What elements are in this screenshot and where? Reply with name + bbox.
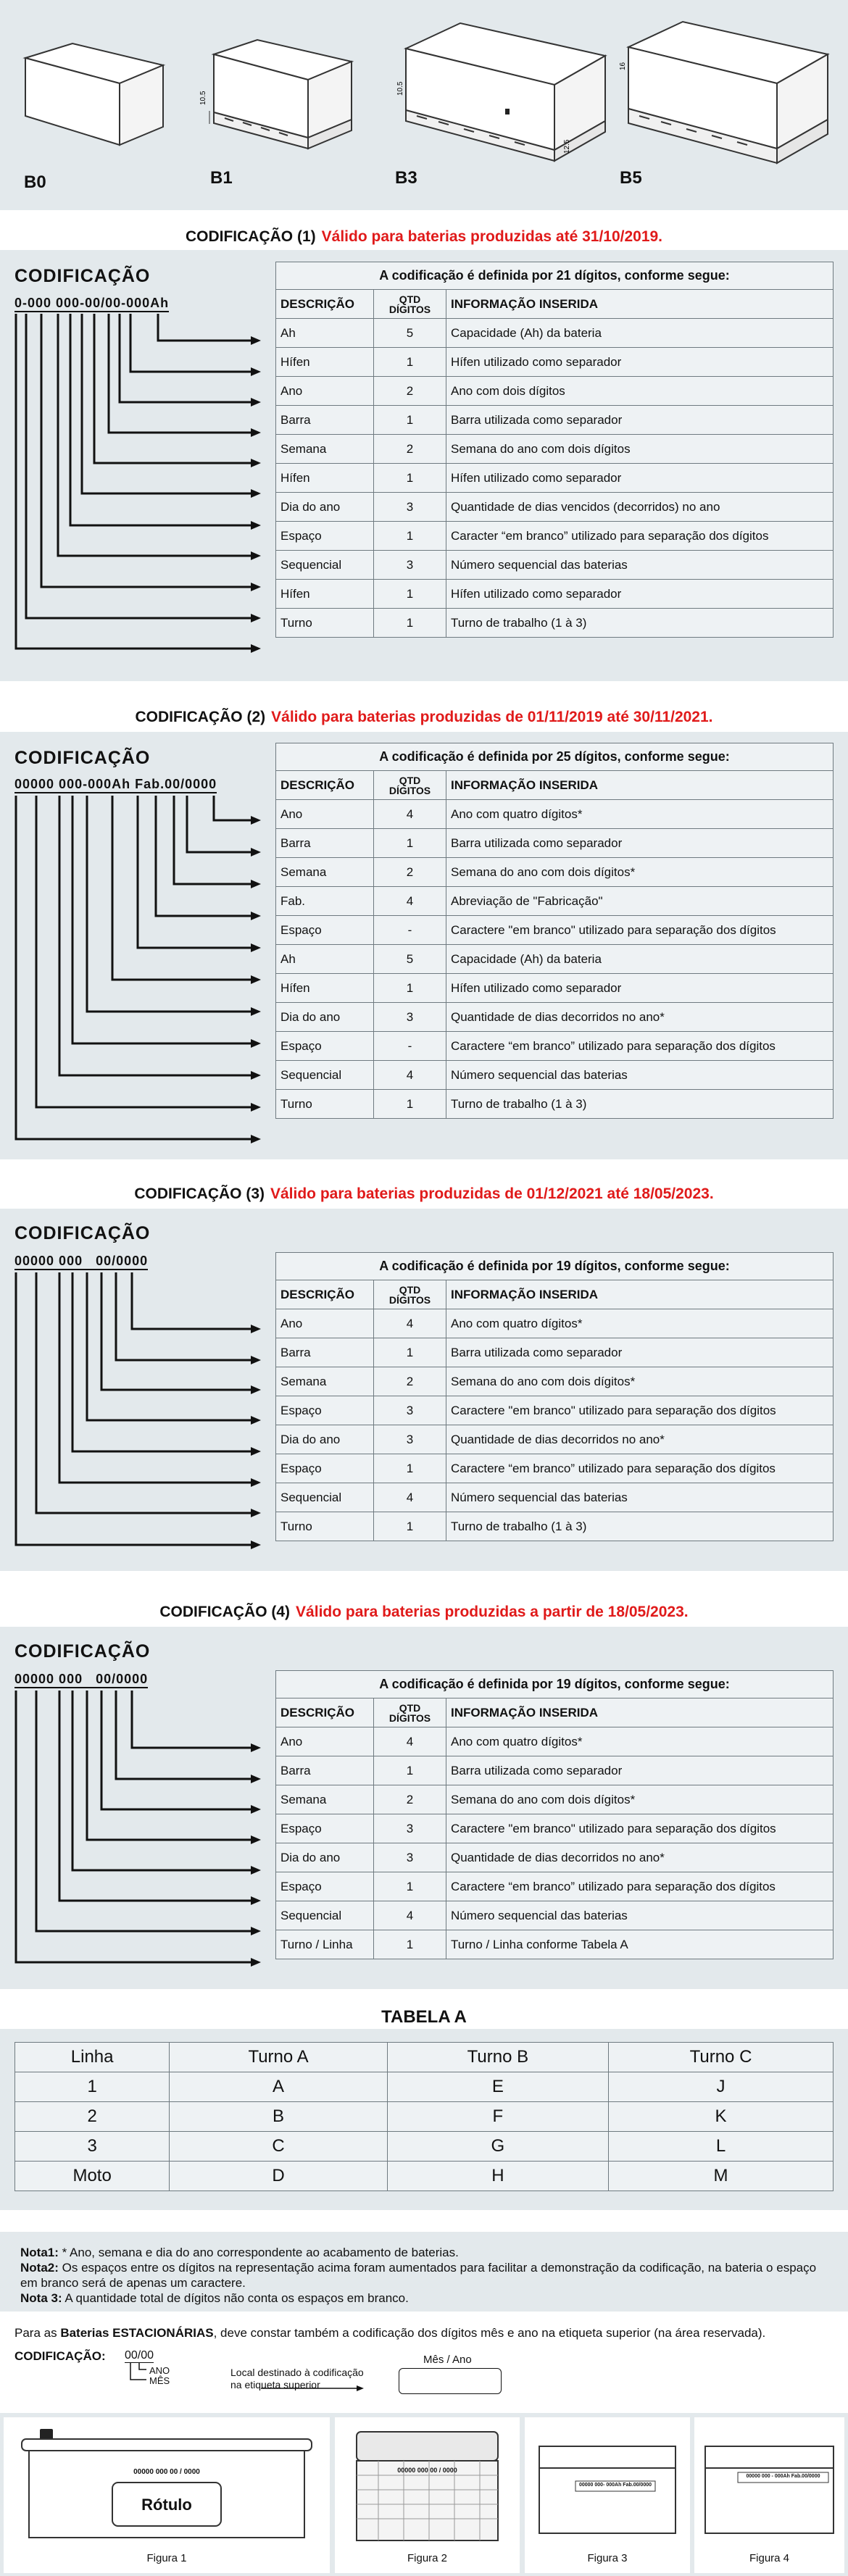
stationary-box (399, 2368, 502, 2394)
figure-1-code: 00000 000 00 / 0000 (133, 2468, 200, 2476)
section-4-code-string: 00000 000 00/0000 (14, 1672, 148, 1687)
figure-1 (4, 2417, 330, 2573)
figures-panel (0, 2413, 848, 2576)
table-row: Hífen 1 Hífen utilizado como separador (276, 464, 834, 493)
b3-dimension-right: 12.5 (563, 139, 571, 154)
header-qtd: QTD DÍGITOS (374, 771, 446, 800)
table-caption: A codificação é definida por 25 dígitos, conforme segue: (276, 743, 834, 771)
table-row: Moto D H M (15, 2162, 834, 2191)
note-3: Nota 3: A quantidade total de dígitos não conta os espaços em branco. (20, 2291, 409, 2305)
table-row: 2 B F K (15, 2102, 834, 2132)
table-row: Sequencial 4 Número sequencial das baterias (276, 1483, 834, 1512)
header-informacao: INFORMAÇÃO INSERIDA (446, 290, 834, 319)
note-2: Nota2: Os espaços entre os dígitos na representação acima foram aumentados para facilitar a demonstração da codificação, na bateria o espaço em branco será de apenas um caractere. (20, 2261, 817, 2290)
table-row: Sequencial 3 Número sequencial das baterias (276, 551, 834, 580)
figure-2 (335, 2417, 520, 2573)
section-4-title (0, 1604, 848, 1621)
table-caption: A codificação é definida por 19 dígitos, conforme segue: (276, 1671, 834, 1698)
table-row: Dia do ano 3 Quantidade de dias decorridos no ano* (276, 1425, 834, 1454)
tabela-a (14, 2042, 834, 2191)
section-3-arrows (0, 1209, 268, 1571)
stationary-box-label: Mês / Ano (423, 2354, 472, 2366)
figure-4 (694, 2417, 844, 2573)
section-4-heading: CODIFICAÇÃO (4) (159, 1604, 291, 1620)
table-row: Turno 1 Turno de trabalho (1 à 3) (276, 609, 834, 638)
table-row: Ano 4 Ano com quatro dígitos* (276, 800, 834, 829)
battery-b3-label: B3 (395, 168, 417, 188)
section-2-heading: CODIFICAÇÃO (2) (135, 709, 266, 725)
tabela-a-header: Linha (15, 2043, 170, 2072)
stationary-mes: MÊS (149, 2375, 170, 2386)
table-row: 3 C G L (15, 2132, 834, 2162)
section-4-panel (0, 1627, 848, 1989)
table-row: Sequencial 4 Número sequencial das baterias (276, 1061, 834, 1090)
section-1-table (275, 262, 834, 638)
figure-4-battery (694, 2417, 844, 2548)
notes-panel (0, 2232, 848, 2312)
table-row: Barra 1 Barra utilizada como separador (276, 829, 834, 858)
b1-dimension-text: 10.5 (199, 91, 207, 105)
table-row: Espaço 3 Caractere "em branco" utilizado para separação dos dígitos (276, 1814, 834, 1843)
figure-3-code: 00000 000- 000Ah Fab.00/0000 (578, 2483, 652, 2488)
section-3-code-heading: CODIFICAÇÃO (14, 1223, 151, 1243)
stationary-ano: ANO (149, 2365, 170, 2376)
table-row: Ano 4 Ano com quatro dígitos* (276, 1309, 834, 1338)
table-row: Semana 2 Semana do ano com dois dígitos* (276, 1785, 834, 1814)
section-2-panel (0, 732, 848, 1159)
table-row: Dia do ano 3 Quantidade de dias decorridos no ano* (276, 1003, 834, 1032)
figure-2-code: 00000 000 00 / 0000 (397, 2467, 457, 2474)
stationary-code-label: CODIFICAÇÃO: (14, 2349, 106, 2363)
stationary-local: Local destinado à codificação (230, 2367, 364, 2378)
battery-b1-label: B1 (210, 168, 233, 188)
figure-3-caption: Figura 3 (587, 2552, 628, 2564)
header-informacao: INFORMAÇÃO INSERIDA (446, 1280, 834, 1309)
header-qtd: QTD DÍGITOS (374, 1698, 446, 1727)
section-1-arrows (0, 250, 268, 681)
stationary-panel (0, 2317, 848, 2407)
table-row: Semana 2 Semana do ano com dois dígitos* (276, 858, 834, 887)
header-descricao: DESCRIÇÃO (276, 1698, 374, 1727)
tabela-a-panel (0, 2029, 848, 2210)
table-row: Espaço 1 Caractere “em branco” utilizado para separação dos dígitos (276, 1454, 834, 1483)
section-4-arrows (0, 1627, 268, 1989)
tabela-a-title: TABELA A (381, 2007, 467, 2027)
section-1-validity: Válido para baterias produzidas até 31/10/2019. (321, 228, 663, 245)
section-3-validity: Válido para baterias produzidas de 01/12/2021 até 18/05/2023. (270, 1185, 714, 1202)
section-1-code-heading: CODIFICAÇÃO (14, 266, 151, 286)
table-row: Barra 1 Barra utilizada como separador (276, 1338, 834, 1367)
figure-4-caption: Figura 4 (749, 2552, 790, 2564)
table-row: Turno 1 Turno de trabalho (1 à 3) (276, 1512, 834, 1541)
figure-3 (525, 2417, 690, 2573)
section-3-table (275, 1252, 834, 1541)
table-row: Turno 1 Turno de trabalho (1 à 3) (276, 1090, 834, 1119)
table-row: Espaço 1 Caracter “em branco” utilizado para separação dos dígitos (276, 522, 834, 551)
stationary-local2: na etiqueta superior (230, 2379, 320, 2390)
section-3-title (0, 1185, 848, 1203)
table-row: Ah 5 Capacidade (Ah) da bateria (276, 319, 834, 348)
table-row: Hífen 1 Hífen utilizado como separador (276, 974, 834, 1003)
battery-b0-label: B0 (24, 172, 46, 192)
table-row: Ah 5 Capacidade (Ah) da bateria (276, 945, 834, 974)
table-row: Hífen 1 Hífen utilizado como separador (276, 580, 834, 609)
section-1-panel (0, 250, 848, 681)
header-descricao: DESCRIÇÃO (276, 1280, 374, 1309)
section-4-table (275, 1670, 834, 1959)
stationary-code: 00/00 (125, 2349, 154, 2362)
section-1-title (0, 228, 848, 246)
table-row: Semana 2 Semana do ano com dois dígitos (276, 435, 834, 464)
figure-4-code: 00000 000 - 000Ah Fab.00/0000 (746, 2474, 820, 2479)
table-row: Dia do ano 3 Quantidade de dias decorridos no ano* (276, 1843, 834, 1872)
b3-dimension-left: 10.5 (396, 81, 404, 96)
header-qtd: QTD DÍGITOS (374, 1280, 446, 1309)
header-qtd: QTD DÍGITOS (374, 290, 446, 319)
section-2-table (275, 743, 834, 1119)
table-row: Sequencial 4 Número sequencial das baterias (276, 1901, 834, 1930)
table-caption: A codificação é definida por 21 dígitos, conforme segue: (276, 262, 834, 290)
figure-1-rotulo: Rótulo (141, 2496, 192, 2514)
table-row: Barra 1 Barra utilizada como separador (276, 1756, 834, 1785)
battery-types-panel (0, 0, 848, 210)
figure-2-caption: Figura 2 (407, 2552, 448, 2564)
section-3-code-string: 00000 000 00/0000 (14, 1254, 148, 1269)
table-row: Semana 2 Semana do ano com dois dígitos* (276, 1367, 834, 1396)
tabela-a-header: Turno C (609, 2043, 834, 2072)
section-2-title (0, 709, 848, 726)
table-row: Dia do ano 3 Quantidade de dias vencidos (decorridos) no ano (276, 493, 834, 522)
figure-2-battery (335, 2417, 520, 2548)
table-row: Espaço 3 Caractere "em branco" utilizado para separação dos dígitos (276, 1396, 834, 1425)
section-4-code-heading: CODIFICAÇÃO (14, 1641, 151, 1662)
battery-b0-drawing (18, 29, 170, 152)
table-row: Ano 4 Ano com quatro dígitos* (276, 1727, 834, 1756)
table-row: Hífen 1 Hífen utilizado como separador (276, 348, 834, 377)
table-caption: A codificação é definida por 19 dígitos, conforme segue: (276, 1253, 834, 1280)
header-descricao: DESCRIÇÃO (276, 771, 374, 800)
battery-b5-label: B5 (620, 168, 642, 188)
table-row: Ano 2 Ano com dois dígitos (276, 377, 834, 406)
section-4-validity: Válido para baterias produzidas a partir de 18/05/2023. (296, 1604, 689, 1620)
section-3-panel (0, 1209, 848, 1571)
section-3-heading: CODIFICAÇÃO (3) (134, 1185, 265, 1202)
figure-1-caption: Figura 1 (146, 2552, 187, 2564)
section-1-heading: CODIFICAÇÃO (1) (185, 228, 316, 245)
tabela-a-header: Turno B (387, 2043, 608, 2072)
section-2-validity: Válido para baterias produzidas de 01/11/2019 até 30/11/2021. (271, 709, 713, 725)
table-row: Barra 1 Barra utilizada como separador (276, 406, 834, 435)
section-2-code-string: 00000 000-000Ah Fab.00/0000 (14, 777, 217, 792)
b5-dimension-text: 16 (619, 62, 627, 70)
section-2-code-heading: CODIFICAÇÃO (14, 748, 151, 768)
figure-1-battery (4, 2417, 330, 2548)
table-row: Turno / Linha 1 Turno / Linha conforme Tabela A (276, 1930, 834, 1959)
table-row: Espaço - Caractere "em branco" utilizado para separação dos dígitos (276, 916, 834, 945)
table-row: 1 A E J (15, 2072, 834, 2102)
battery-b1-drawing (199, 33, 359, 170)
battery-b3-drawing (395, 16, 612, 179)
table-row: Espaço - Caractere “em branco” utilizado para separação dos dígitos (276, 1032, 834, 1061)
note-1: Nota1: * Ano, semana e dia do ano correspondente ao acabamento de baterias. (20, 2246, 459, 2259)
table-row: Fab. 4 Abreviação de "Fabricação" (276, 887, 834, 916)
tabela-a-header: Turno A (170, 2043, 387, 2072)
stationary-text: Para as Baterias ESTACIONÁRIAS, deve constar também a codificação dos dígitos mês e ano na etiqueta superior (na área reservada). (14, 2326, 766, 2340)
header-informacao: INFORMAÇÃO INSERIDA (446, 771, 834, 800)
header-informacao: INFORMAÇÃO INSERIDA (446, 1698, 834, 1727)
section-1-code-string: 0-000 000-00/00-000Ah (14, 296, 169, 311)
battery-b5-drawing (618, 18, 835, 178)
section-2-arrows (0, 732, 268, 1159)
header-descricao: DESCRIÇÃO (276, 290, 374, 319)
table-row: Espaço 1 Caractere “em branco” utilizado para separação dos dígitos (276, 1872, 834, 1901)
